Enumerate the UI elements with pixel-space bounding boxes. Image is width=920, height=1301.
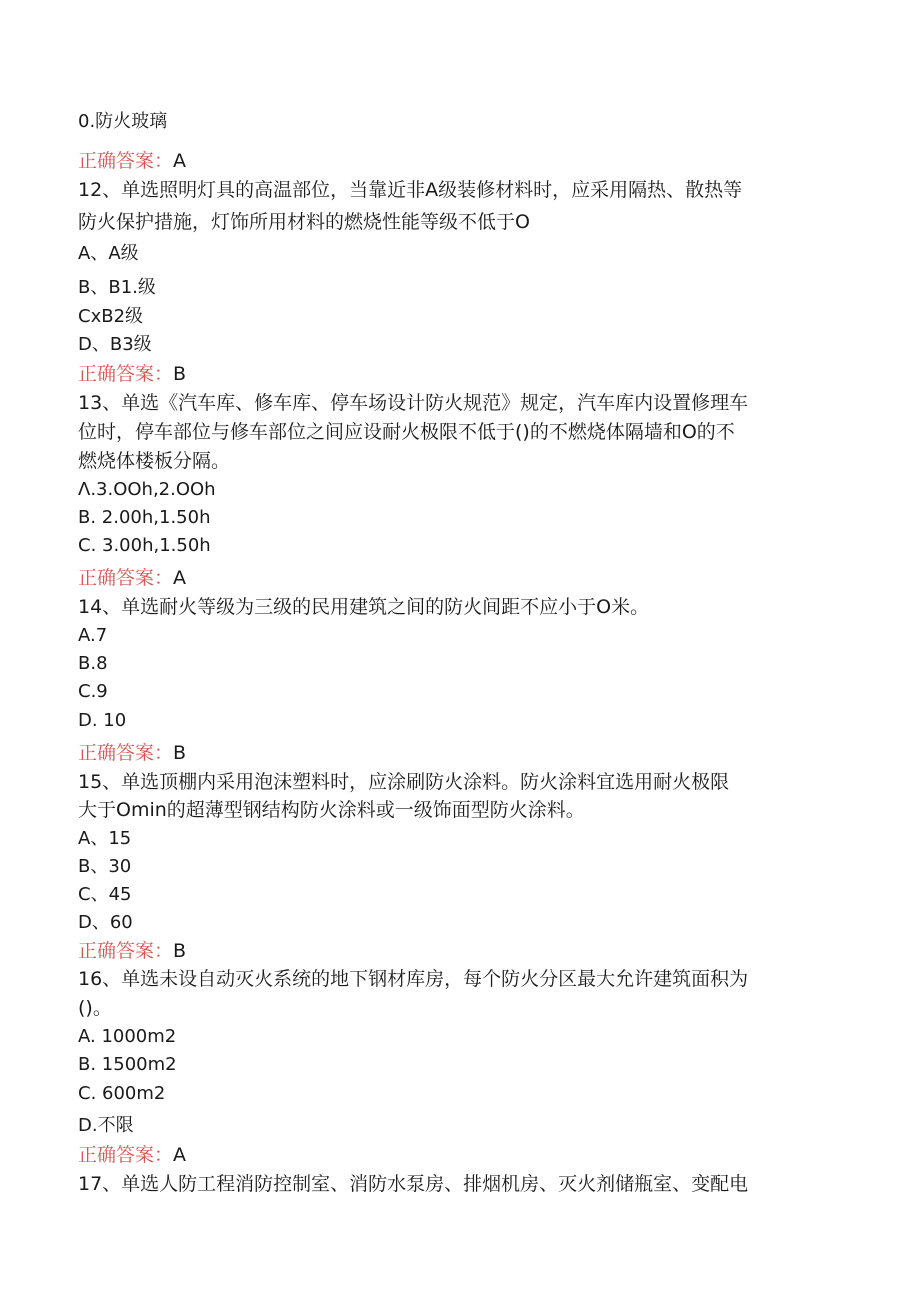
option-text: B. 2.00h,1.50h bbox=[78, 507, 211, 528]
question-text: 大于Omin的超薄型钢结构防火涂料或一级饰面型防火涂料。 bbox=[78, 799, 585, 821]
answer-line bbox=[78, 362, 186, 386]
question-text: ()。 bbox=[78, 997, 112, 1019]
answer-label: 正确答案： bbox=[78, 567, 174, 589]
question-text: 燃烧体楼板分隔。 bbox=[78, 450, 231, 472]
answer-value: A bbox=[173, 567, 187, 589]
option-text: D.不限 bbox=[78, 1115, 134, 1136]
option-text: D、B3级 bbox=[78, 334, 152, 355]
answer-value: A bbox=[173, 150, 187, 172]
option-text: C.9 bbox=[78, 681, 108, 702]
option-text: B. 1500m2 bbox=[78, 1054, 177, 1075]
answer-line bbox=[78, 149, 186, 173]
option-text: D、60 bbox=[78, 912, 133, 933]
option-text: 0.防火玻璃 bbox=[78, 111, 168, 132]
question-text: 14、单选耐火等级为三级的民用建筑之间的防火间距不应小于O米。 bbox=[78, 596, 650, 618]
option-text: D. 10 bbox=[78, 710, 127, 731]
option-text: B、B1.级 bbox=[78, 277, 156, 298]
answer-value: A bbox=[173, 1144, 187, 1166]
question-text: 17、单选人防工程消防控制室、消防水泵房、排烟机房、灭火剂储瓶室、变配电 bbox=[78, 1173, 749, 1195]
option-text: Λ.3.OOh,2.OOh bbox=[78, 479, 216, 500]
answer-line bbox=[78, 741, 186, 765]
answer-line bbox=[78, 1143, 186, 1167]
answer-label: 正确答案： bbox=[78, 363, 174, 385]
option-text: A.7 bbox=[78, 625, 108, 646]
option-text: C、45 bbox=[78, 884, 132, 905]
answer-value: B bbox=[173, 940, 187, 962]
option-text: C. 3.00h,1.50h bbox=[78, 535, 211, 556]
question-text: 12、单选照明灯具的高温部位，当靠近非A级装修材料时，应采用隔热、散热等 bbox=[78, 179, 743, 201]
question-text: 位时，停车部位与修车部位之间应设耐火极限不低于()的不燃烧体隔墙和O的不 bbox=[78, 421, 735, 443]
answer-label: 正确答案： bbox=[78, 150, 174, 172]
question-text: 13、单选《汽车库、修车库、停车场设计防火规范》规定，汽车库内设置修理车 bbox=[78, 392, 749, 414]
answer-label: 正确答案： bbox=[78, 940, 174, 962]
option-text: C. 600m2 bbox=[78, 1083, 166, 1104]
option-text: A. 1000m2 bbox=[78, 1026, 177, 1047]
question-text: 15、单选顶棚内采用泡沫塑料时，应涂刷防火涂料。防火涂料宜选用耐火极限 bbox=[78, 771, 730, 793]
question-text: 16、单选未设自动灭火系统的地下钢材库房，每个防火分区最大允许建筑面积为 bbox=[78, 968, 749, 990]
option-text: CxB2级 bbox=[78, 306, 144, 327]
option-text: A、A级 bbox=[78, 243, 139, 264]
answer-label: 正确答案： bbox=[78, 1144, 174, 1166]
answer-line bbox=[78, 939, 186, 963]
answer-label: 正确答案： bbox=[78, 742, 174, 764]
option-text: A、15 bbox=[78, 828, 132, 849]
answer-line bbox=[78, 566, 186, 590]
option-text: B.8 bbox=[78, 653, 108, 674]
answer-value: B bbox=[173, 363, 187, 385]
question-text: 防火保护措施，灯饰所用材料的燃烧性能等级不低于O bbox=[78, 211, 530, 233]
option-text: B、30 bbox=[78, 856, 132, 877]
answer-value: B bbox=[173, 742, 187, 764]
